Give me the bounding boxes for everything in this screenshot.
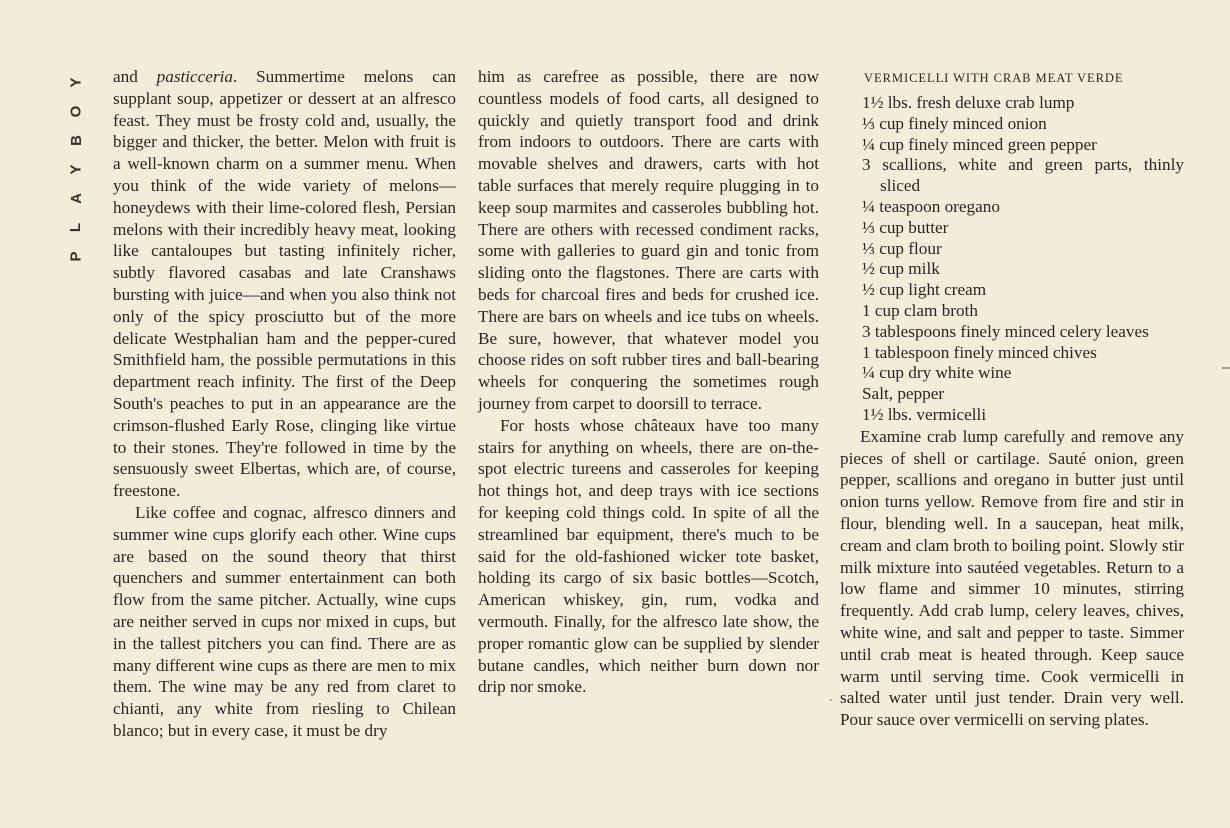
- ingredient: ⅓ cup flour: [862, 238, 942, 258]
- page-edge-mark: [1222, 367, 1230, 369]
- recipe-title: VERMICELLI WITH CRAB MEAT VERDE: [864, 71, 1124, 85]
- recipe-column: [840, 66, 1184, 731]
- ingredient: ¼ cup finely minced green pepper: [862, 134, 1097, 154]
- ingredient: ½ cup milk: [862, 259, 940, 279]
- ingredient: 1½ lbs. vermicelli: [862, 404, 987, 424]
- masthead-letter: B: [67, 135, 85, 146]
- paragraph: For hosts whose châteaux have too many stairs for anything on wheels, there are on-the-spot electric tureens and casseroles for keeping hot things hot, and deep trays with ice sections for keeping cold things cold. In spite of all the streamlined bar equipment, there's much to be said for the old-fashioned wicker tote basket, holding its cargo of six basic bottles—Scotch, American whiskey, gin, rum, vodka and vermouth. Finally, for the alfresco late show, the proper romantic glow can be supplied by slender butane candles, which neither burn down nor drip nor smoke.: [478, 415, 819, 697]
- ingredient: 3 scallions, white and green parts, thinly sliced: [862, 155, 1184, 196]
- paragraph: Like coffee and cognac, alfresco dinners and summer wine cups glorify each other. Wine cups are based on the sound theory that thirst quenchers and summer entertainment can both flow from the same pitcher. Actually, wine cups are neither served in cups nor mixed in cups, but in the tallest pitchers you can find. There are as many different wine cups as there are men to mix them. The wine may be any red from claret to chianti, any white from riesling to Chilean blanco; but in every case, it must be dry: [113, 502, 456, 740]
- paragraph: him as carefree as possible, there are now countless models of food carts, all designed to quickly and quietly transport food and drink from indoors to outdoors. There are carts with movable shelves and drawers, carts with hot table surfaces that merely require plugging in to keep soup marmites and casseroles bubbling hot. There are others with recessed condiment racks, some with galleries to guard gin and tonic from sliding onto the flagstones. There are carts with beds for charcoal fires and beds for crushed ice. There are bars on wheels and ice tubs on wheels. Be sure, however, that whatever model you choose rides on soft rubber tires and ball-bearing wheels for conquering the sometimes rough journey from carpet to doorsill to terrace.: [478, 67, 819, 413]
- masthead-letter: Y: [67, 77, 85, 88]
- ingredient: ⅓ cup butter: [862, 217, 949, 237]
- ingredient: ¼ cup dry white wine: [862, 363, 1012, 383]
- ingredient: ¼ teaspoon oregano: [862, 196, 1000, 216]
- text-column-middle: [478, 66, 819, 698]
- ingredient: 1½ lbs. fresh deluxe crab lump: [862, 93, 1075, 112]
- ingredient: 1 tablespoon finely minced chives: [862, 342, 1097, 362]
- ingredient-list: [862, 93, 1184, 426]
- stray-dot: .: [829, 690, 833, 705]
- ingredient: ⅓ cup finely minced onion: [862, 113, 1047, 133]
- ingredient: ½ cup light cream: [862, 280, 987, 300]
- masthead-letter: O: [67, 105, 85, 118]
- recipe-method: Examine crab lump carefully and remove any pieces of shell or cartilage. Sauté onion, green pepper, scallions and oregano in butter just until onion turns yellow. Remove from fire and stir in flour, blending well. In a saucepan, heat milk, cream and clam broth to boiling point. Slowly stir milk mixture into sautéed vegetables. Return to a low flame and simmer 10 minutes, stirring frequently. Add crab lump, celery leaves, chives, white wine, and salt and pepper to taste. Simmer until crab meat is heated through. Keep sauce warm until serving time. Cook vermicelli in salted water until just tender. Drain very well. Pour sauce over vermicelli on serving plates.: [840, 426, 1184, 730]
- masthead-letter: L: [67, 222, 85, 233]
- text-column-left: [113, 66, 456, 742]
- ingredient: Salt, pepper: [862, 384, 945, 404]
- ingredient: 3 tablespoons finely minced celery leaves: [862, 321, 1149, 341]
- masthead-letter: Y: [67, 164, 85, 175]
- playboy-masthead: [60, 68, 92, 271]
- masthead-letter: A: [67, 193, 85, 204]
- ingredient: 1 cup clam broth: [862, 300, 978, 320]
- masthead-letter: P: [67, 251, 85, 262]
- paragraph: and pasticceria. Summertime melons can supplant soup, appetizer or dessert at an alfresco feast. They must be frosty cold and, usually, the bigger and thicker, the better. Melon with fruit is a well-known charm on a summer menu. When you think of the wide variety of melons—honeydews with their lime-colored flesh, Persian melons with their incredibly heavy meat, looking like cantaloupes but tasting infinitely richer, subtly flavored casabas and late Cranshaws bursting with juice—and when you also think not only of the spicy prosciutto but of the more delicate Westphalian ham and the pepper-cured Smithfield ham, the possible permutations in this department reach infinity. The first of the Deep South's peaches to put in an appearance are the crimson-flushed Early Rose, clinging like virtue to their stones. They're followed in time by the sensuously sweet Elbertas, which are, of course, freestone.: [113, 67, 456, 501]
